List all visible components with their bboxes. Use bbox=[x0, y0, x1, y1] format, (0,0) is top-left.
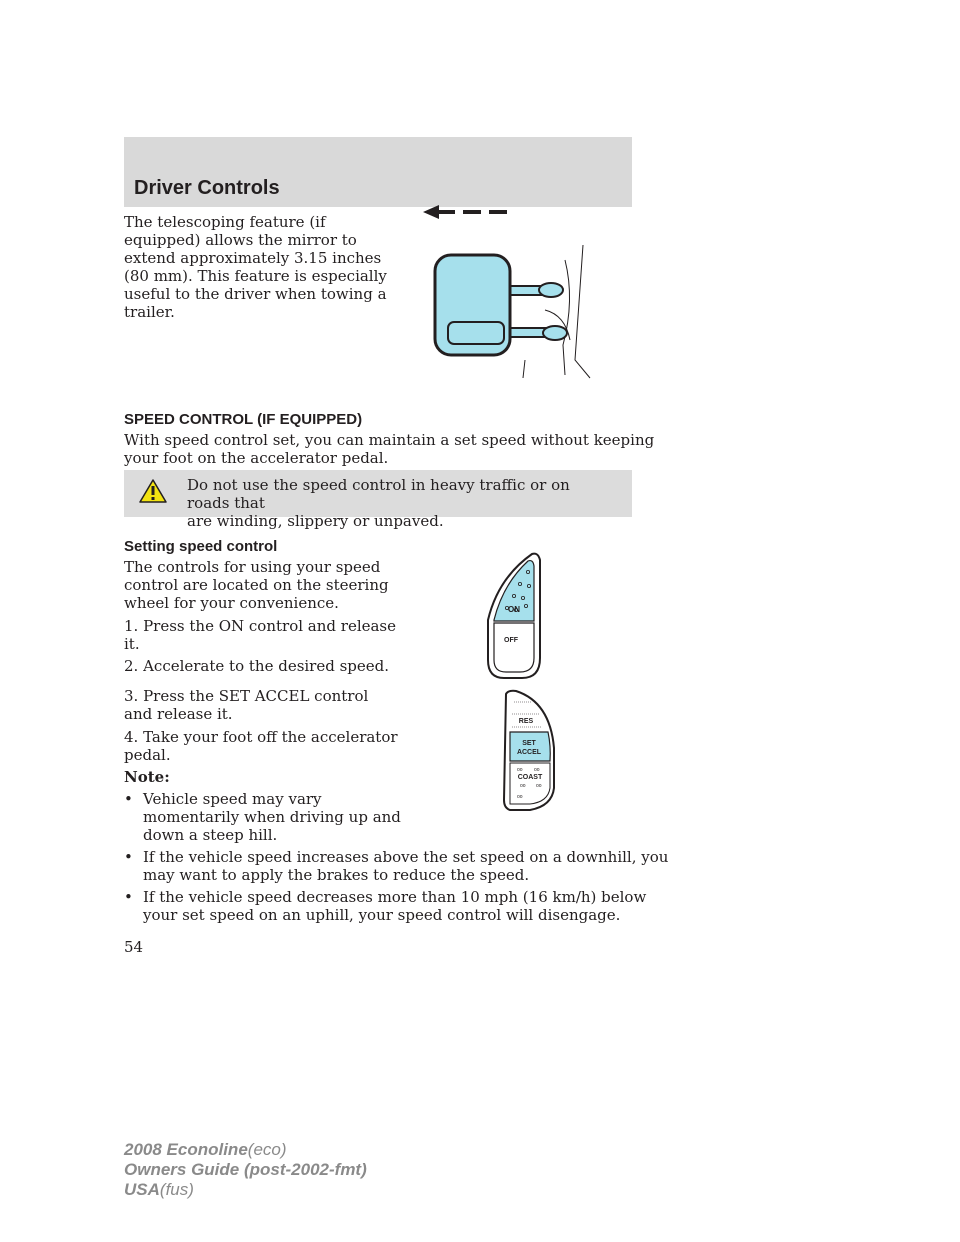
page-header bbox=[124, 137, 632, 207]
on-off-control-illustration bbox=[478, 548, 558, 683]
bullet-marker: • bbox=[124, 888, 133, 906]
text-line: momentarily when driving up and bbox=[143, 808, 401, 826]
text-line: extend approximately 3.15 inches bbox=[124, 249, 382, 267]
step-1: 1. Press the ON control and release bbox=[124, 617, 397, 635]
footer-market: USA bbox=[124, 1180, 160, 1199]
text-line: your set speed on an uphill, your speed control will disengage. bbox=[143, 906, 621, 924]
footer-line-3 bbox=[124, 1180, 194, 1200]
text-line: equipped) allows the mirror to bbox=[124, 231, 357, 249]
arrow-left-icon bbox=[423, 205, 507, 219]
text-line: The controls for using your speed bbox=[124, 558, 381, 576]
bullet-marker: • bbox=[124, 790, 133, 808]
text-line: control are located on the steering bbox=[124, 576, 389, 594]
speed-control-heading: SPEED CONTROL (IF EQUIPPED) bbox=[124, 411, 363, 428]
res-button-label: RES bbox=[518, 718, 534, 725]
dots-decoration: oo bbox=[536, 783, 542, 789]
step-2: 2. Accelerate to the desired speed. bbox=[124, 657, 390, 675]
setting-speed-control-heading: Setting speed control bbox=[124, 538, 278, 555]
text-line: down a steep hill. bbox=[143, 826, 278, 844]
footer-market-code: (fus) bbox=[159, 1180, 194, 1199]
note-label: Note: bbox=[124, 768, 170, 786]
bullet-marker: • bbox=[124, 848, 133, 866]
warning-text bbox=[187, 476, 617, 530]
step-3: 3. Press the SET ACCEL control bbox=[124, 687, 369, 705]
text-line: are winding, slippery or unpaved. bbox=[187, 512, 444, 530]
coast-button-label: COAST bbox=[517, 774, 543, 781]
page-title: Driver Controls bbox=[134, 177, 280, 199]
text-line: Vehicle speed may vary bbox=[143, 790, 322, 808]
footer-line-1 bbox=[124, 1140, 287, 1160]
step-3-cont: and release it. bbox=[124, 705, 233, 723]
step-4: 4. Take your foot off the accelerator bbox=[124, 728, 398, 746]
text-line: With speed control set, you can maintain a set speed without keeping bbox=[124, 431, 655, 449]
footer-guide: Owners Guide (post-2002-fmt) bbox=[124, 1160, 367, 1179]
on-button-label: ON bbox=[508, 605, 520, 614]
text-line: wheel for your convenience. bbox=[124, 594, 339, 612]
step-4-cont: pedal. bbox=[124, 746, 171, 764]
page-number: 54 bbox=[124, 938, 144, 956]
dots-decoration: oo bbox=[517, 767, 523, 773]
text-line: The telescoping feature (if bbox=[124, 213, 326, 231]
text-line: useful to the driver when towing a bbox=[124, 285, 387, 303]
res-set-coast-control-illustration bbox=[496, 688, 566, 813]
text-line: Do not use the speed control in heavy traffic or on roads that bbox=[187, 476, 570, 512]
footer-line-2 bbox=[124, 1160, 367, 1180]
dots-decoration: oo bbox=[517, 794, 523, 800]
dots-decoration: oo bbox=[534, 767, 540, 773]
accel-button-label: ACCEL bbox=[516, 749, 542, 756]
text-line: your foot on the accelerator pedal. bbox=[124, 449, 389, 467]
footer-model-code: (eco) bbox=[247, 1140, 287, 1159]
telescoping-mirror-illustration bbox=[415, 200, 600, 380]
dots-decoration: oo bbox=[520, 783, 526, 789]
text-line: (80 mm). This feature is especially bbox=[124, 267, 387, 285]
step-1-cont: it. bbox=[124, 635, 140, 653]
text-line: trailer. bbox=[124, 303, 175, 321]
text-line: If the vehicle speed decreases more than 10 mph (16 km/h) below bbox=[143, 888, 647, 906]
text-line: may want to apply the brakes to reduce the speed. bbox=[143, 866, 530, 884]
text-line: If the vehicle speed increases above the set speed on a downhill, you bbox=[143, 848, 669, 866]
footer-model: 2008 Econoline bbox=[124, 1140, 248, 1159]
off-button-label: OFF bbox=[504, 637, 518, 644]
warning-triangle-icon bbox=[138, 478, 168, 504]
set-button-label: SET bbox=[522, 740, 536, 747]
